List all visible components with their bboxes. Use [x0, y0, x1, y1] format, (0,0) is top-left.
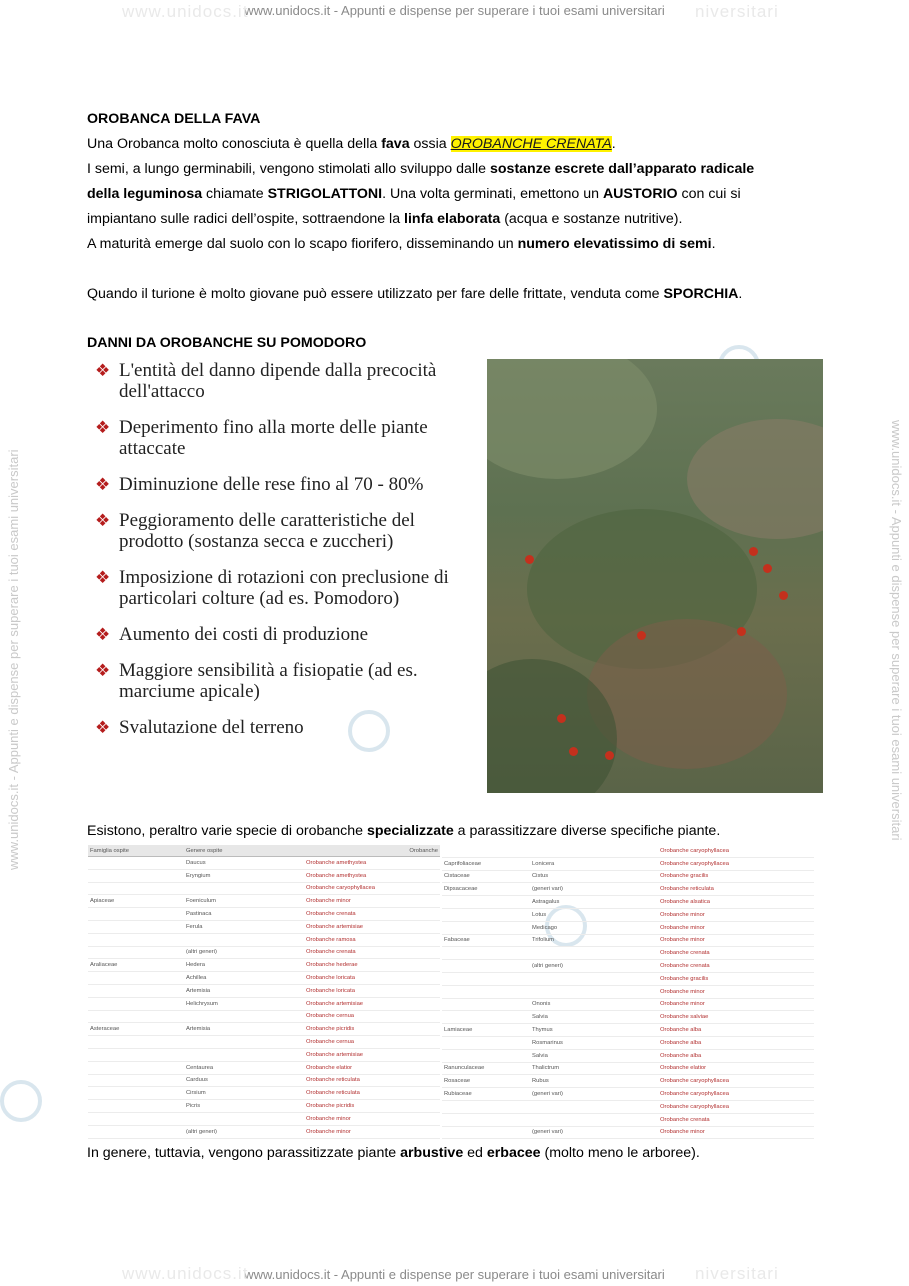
table-row: [88, 946, 440, 959]
host-genus-cell: Lotus: [530, 908, 658, 921]
host-family-cell: Caprifoliaceae: [442, 857, 530, 870]
host-family-cell: [442, 921, 530, 934]
host-family-cell: [88, 984, 184, 997]
paragraph-line: [87, 182, 827, 207]
table-row: [442, 985, 814, 998]
text-run: .: [738, 286, 743, 302]
host-genus-cell: [530, 1100, 658, 1113]
orobanche-species-cell: Orobanche elatior: [304, 1061, 440, 1074]
table-row: [88, 1087, 440, 1100]
section-title-pomodoro: DANNI DA OROBANCHE SU POMODORO: [87, 335, 367, 351]
host-genus-cell: [184, 1010, 304, 1023]
host-genus-cell: [184, 933, 304, 946]
table-row: [442, 1036, 814, 1049]
column-header: Famiglia ospite: [88, 845, 184, 857]
list-item: [95, 567, 475, 609]
table-row: [442, 896, 814, 909]
bold-text: SPORCHIA: [663, 286, 739, 302]
table-row: [88, 1112, 440, 1125]
text-run: ed: [463, 1145, 487, 1161]
photo-patch: [587, 619, 787, 769]
orobanche-species-cell: Orobanche alba: [658, 1049, 814, 1062]
photo-patch: [687, 419, 823, 539]
orobanche-species-cell: Orobanche minor: [658, 934, 814, 947]
host-family-cell: [442, 845, 530, 857]
table-row: [88, 959, 440, 972]
orobanche-species-cell: Orobanche cernua: [304, 1036, 440, 1049]
paragraph-line: [87, 207, 827, 232]
orobanche-species-cell: Orobanche reticulata: [304, 1087, 440, 1100]
host-family-cell: [88, 1061, 184, 1074]
list-item: [95, 660, 475, 702]
table-row: [442, 998, 814, 1011]
orobanche-species-cell: Orobanche minor: [658, 921, 814, 934]
text-run: con cui si: [677, 186, 741, 202]
table-row: [442, 972, 814, 985]
table-row: [88, 1010, 440, 1023]
bold-text: linfa elaborata: [404, 211, 501, 227]
blank-line: [87, 257, 827, 282]
orobanche-species-cell: Orobanche gracilis: [658, 972, 814, 985]
text-run: (molto meno le arboree).: [540, 1145, 700, 1161]
bullet-text: Deperimento fino alla morte delle piante attaccate: [119, 417, 428, 459]
host-family-cell: [88, 1074, 184, 1087]
damage-bullet-list: [95, 360, 475, 753]
host-family-cell: Apiaceae: [88, 895, 184, 908]
orobanche-species-cell: Orobanche minor: [304, 1112, 440, 1125]
orobanche-species-cell: Orobanche alba: [658, 1024, 814, 1037]
orobanche-species-cell: Orobanche reticulata: [304, 1074, 440, 1087]
table-row: [442, 1100, 814, 1113]
orobanche-species-cell: Orobanche loricata: [304, 972, 440, 985]
section-fava: [87, 107, 827, 307]
tomato-fruit: [749, 547, 758, 556]
host-family-cell: Ranunculaceae: [442, 1062, 530, 1075]
bold-text: arbustive: [400, 1145, 464, 1161]
tomato-fruit: [637, 631, 646, 640]
diamond-bullet-icon: ❖: [95, 475, 111, 494]
host-family-cell: [88, 1138, 184, 1139]
text-run: (acqua e sostanze nutritive).: [500, 211, 683, 227]
host-genus-cell: Helichrysum: [184, 997, 304, 1010]
orobanche-species-cell: Orobanche caryophyllacea: [658, 1075, 814, 1088]
host-family-cell: [88, 1010, 184, 1023]
orobanche-species-cell: Orobanche crenata: [658, 1113, 814, 1126]
bullet-text: Maggiore sensibilità a fisiopatie (ad es. marciume apicale): [119, 660, 418, 702]
bold-text: AUSTORIO: [602, 186, 678, 202]
host-family-cell: [442, 1113, 530, 1126]
tomato-fruit: [525, 555, 534, 564]
text-run: In genere, tuttavia, vengono parassitizzate piante: [87, 1145, 401, 1161]
host-family-cell: Asteraceae: [88, 1023, 184, 1036]
host-genus-cell: Achillea: [184, 972, 304, 985]
paragraph-line: [87, 282, 827, 307]
text-run: . Una volta germinati, emettono un: [382, 186, 603, 202]
table-row: [442, 1062, 814, 1075]
host-family-cell: [442, 972, 530, 985]
host-genus-cell: Salvia: [530, 1011, 658, 1024]
host-family-cell: [442, 1100, 530, 1113]
bold-text: numero elevatissimo di semi: [517, 236, 712, 252]
table-header-row: [88, 845, 440, 857]
ghost-watermark-bottom-right: niversitari: [695, 1264, 779, 1283]
table-row: [88, 1138, 440, 1139]
orobanche-species-cell: Orobanche amethystea: [304, 869, 440, 882]
bullet-text: Imposizione di rotazioni con preclusione di particolari colture (ad es. Pomodoro): [119, 567, 449, 609]
orobanche-species-cell: Orobanche reticulata: [658, 883, 814, 896]
host-family-cell: [88, 920, 184, 933]
bullet-text: Svalutazione del terreno: [119, 717, 304, 738]
text-run: I semi, a lungo germinabili, vengono stimolati allo sviluppo dalle: [87, 161, 490, 177]
bullet-text: Aumento dei costi di produzione: [119, 624, 369, 645]
host-family-cell: [88, 1048, 184, 1061]
table-row: [88, 1100, 440, 1113]
host-genus-cell: Centaurea: [184, 1061, 304, 1074]
tomato-fruit: [605, 751, 614, 760]
tomato-fruit: [569, 747, 578, 756]
orobanche-species-cell: Orobanche ramosa: [304, 933, 440, 946]
orobanche-species-cell: Orobanche minor: [658, 1126, 814, 1139]
orobanche-species-cell: Orobanche alba: [658, 1036, 814, 1049]
host-family-cell: [442, 908, 530, 921]
table-row: [88, 882, 440, 895]
bold-text: della leguminosa: [87, 186, 203, 202]
orobanche-species-cell: Orobanche minor: [304, 1125, 440, 1138]
bullet-text: L'entità del danno dipende dalla precocità dell'attacco: [119, 360, 437, 402]
host-genus-cell: [530, 845, 658, 857]
ghost-watermark-top-left: www.unidocs.it: [122, 2, 249, 21]
table-row: [88, 857, 440, 870]
orobanche-species-cell: Orobanche picridis: [304, 1100, 440, 1113]
list-item: [95, 717, 475, 738]
table-row: [88, 1048, 440, 1061]
text-run: ossia: [409, 136, 451, 152]
host-family-cell: [442, 960, 530, 973]
bold-text: erbacee: [486, 1145, 541, 1161]
host-family-cell: [88, 869, 184, 882]
host-family-cell: [88, 997, 184, 1010]
host-genus-cell: [184, 882, 304, 895]
orobanche-species-cell: Orobanche minor: [658, 985, 814, 998]
bold-text: specializzate: [366, 823, 454, 839]
diamond-bullet-icon: ❖: [95, 511, 111, 530]
orobanche-species-cell: Orobanche cernua: [304, 1010, 440, 1023]
table-left: [88, 845, 440, 1139]
host-family-cell: [442, 896, 530, 909]
orobanche-species-cell: Orobanche crenata: [304, 908, 440, 921]
host-genus-cell: Thymus: [530, 1024, 658, 1037]
orobanche-species-cell: Orobanche gracilis: [658, 870, 814, 883]
text-run: chiamate: [202, 186, 268, 202]
host-genus-cell: Lonicera: [530, 857, 658, 870]
host-family-cell: Cistaceae: [442, 870, 530, 883]
host-family-cell: [88, 1100, 184, 1113]
table-row: [442, 908, 814, 921]
host-family-cell: Dipsacaceae: [442, 883, 530, 896]
footer-watermark: www.unidocs.it - Appunti e dispense per superare i tuoi esami universitari: [244, 1267, 665, 1282]
host-genus-cell: Rubus: [530, 1075, 658, 1088]
text-run: Una Orobanca molto conosciuta è quella della: [87, 136, 382, 152]
host-genus-cell: Medicago: [530, 921, 658, 934]
host-family-cell: [88, 972, 184, 985]
host-genus-cell: (altri generi): [530, 960, 658, 973]
table-row: [442, 883, 814, 896]
host-family-cell: Rosaceae: [442, 1075, 530, 1088]
host-genus-cell: Eryngium: [184, 869, 304, 882]
host-family-cell: [88, 1112, 184, 1125]
orobanche-species-cell: Orobanche salviae: [658, 1011, 814, 1024]
orobanche-species-cell: Orobanche minor: [304, 895, 440, 908]
diamond-bullet-icon: ❖: [95, 418, 111, 437]
bold-text: STRIGOLATTONI: [267, 186, 383, 202]
orobanche-species-cell: Orobanche minor: [658, 908, 814, 921]
table-row: [88, 895, 440, 908]
host-genus-cell: [530, 947, 658, 960]
host-family-cell: Fabaceae: [442, 934, 530, 947]
list-item: [95, 510, 475, 552]
table-row: [88, 908, 440, 921]
host-genus-cell: [530, 985, 658, 998]
host-family-cell: Rubiaceae: [442, 1088, 530, 1101]
table-row: [88, 869, 440, 882]
host-genus-cell: (altri generi): [184, 946, 304, 959]
table-row: [88, 997, 440, 1010]
paragraph-line: [87, 1141, 827, 1166]
orobanche-species-cell: [304, 1138, 440, 1139]
host-genus-cell: [530, 1113, 658, 1126]
table-row: [442, 921, 814, 934]
host-family-cell: [442, 1049, 530, 1062]
paragraph-line: [87, 819, 827, 844]
host-genus-cell: Picris: [184, 1100, 304, 1113]
host-genus-cell: Pastinaca: [184, 908, 304, 921]
orobanche-species-cell: Orobanche crenata: [658, 947, 814, 960]
host-genus-cell: Ononis: [530, 998, 658, 1011]
table-row: [88, 933, 440, 946]
orobanche-species-cell: Orobanche crenata: [304, 946, 440, 959]
host-family-cell: [442, 998, 530, 1011]
host-genus-cell: [184, 1048, 304, 1061]
text-run: impiantano sulle radici dell’ospite, sottraendone la: [87, 211, 405, 227]
host-family-cell: Araliaceae: [88, 959, 184, 972]
host-family-cell: [88, 1036, 184, 1049]
host-family-cell: [88, 933, 184, 946]
table-row: [442, 1049, 814, 1062]
host-family-cell: [88, 1125, 184, 1138]
host-genus-cell: (altri generi): [184, 1125, 304, 1138]
table-row: [88, 920, 440, 933]
host-family-cell: [88, 908, 184, 921]
host-genus-cell: [530, 972, 658, 985]
table-row: [442, 845, 814, 857]
host-family-cell: [442, 947, 530, 960]
orobanche-species-cell: Orobanche caryophyllacea: [658, 845, 814, 857]
section-conclusione: [87, 1141, 827, 1166]
text-run: a parassitizzare diverse specifiche piante.: [453, 823, 721, 839]
bold-text: sostanze escrete dall’apparato radicale: [490, 161, 755, 177]
bold-text: fava: [381, 136, 410, 152]
paragraph-line: [87, 132, 827, 157]
header-watermark: www.unidocs.it - Appunti e dispense per superare i tuoi esami universitari: [244, 3, 665, 18]
table-row: [88, 1074, 440, 1087]
host-family-cell: [442, 1036, 530, 1049]
table-row: [442, 1075, 814, 1088]
table-row: [442, 1113, 814, 1126]
paragraph-line: [87, 157, 827, 182]
host-family-cell: [442, 1126, 530, 1139]
host-genus-cell: Rosmarinus: [530, 1036, 658, 1049]
host-genus-cell: Trifolium: [530, 934, 658, 947]
host-genus-cell: Artemisia: [184, 1023, 304, 1036]
text-run: A maturità emerge dal suolo con lo scapo fiorifero, disseminando un: [87, 236, 518, 252]
paragraph-line: [87, 232, 827, 257]
host-family-cell: Lamiaceae: [442, 1024, 530, 1037]
table-row: [88, 984, 440, 997]
list-item: [95, 360, 475, 402]
host-genus-cell: Salvia: [530, 1049, 658, 1062]
host-genus-cell: Thalictrum: [530, 1062, 658, 1075]
tomato-fruit: [763, 564, 772, 573]
table-row: [442, 947, 814, 960]
orobanche-species-cell: Orobanche hederae: [304, 959, 440, 972]
host-genus-cell: Ferula: [184, 920, 304, 933]
table-row: [442, 1011, 814, 1024]
host-genus-cell: [184, 1138, 304, 1139]
table-row: [88, 1036, 440, 1049]
host-genus-cell: Hedera: [184, 959, 304, 972]
host-genus-cell: Astragalus: [530, 896, 658, 909]
table-row: [88, 1023, 440, 1036]
host-genus-cell: (generi vari): [530, 1126, 658, 1139]
table-row: [442, 1126, 814, 1139]
orobanche-species-cell: Orobanche loricata: [304, 984, 440, 997]
table-row: [88, 1125, 440, 1138]
text-run: Quando il turione è molto giovane può essere utilizzato per fare delle frittate, venduta come: [87, 286, 664, 302]
host-family-cell: [88, 1087, 184, 1100]
list-item: [95, 624, 475, 645]
section-title-fava: OROBANCA DELLA FAVA: [87, 111, 261, 127]
diamond-bullet-icon: ❖: [95, 568, 111, 587]
host-genus-cell: (generi vari): [530, 1088, 658, 1101]
host-family-cell: [88, 857, 184, 870]
table-row: [442, 934, 814, 947]
orobanche-species-cell: Orobanche caryophyllacea: [658, 1100, 814, 1113]
list-item: [95, 417, 475, 459]
diamond-bullet-icon: ❖: [95, 625, 111, 644]
section-pomodoro: [87, 331, 827, 356]
column-header: Orobanche: [304, 845, 440, 857]
text-run: .: [611, 136, 616, 152]
diamond-bullet-icon: ❖: [95, 718, 111, 737]
table-row: [442, 1088, 814, 1101]
table-right: [442, 845, 814, 1139]
host-genus-cell: Cistus: [530, 870, 658, 883]
side-watermark-left: www.unidocs.it - Appunti e dispense per superare i tuoi esami universitari: [6, 449, 21, 870]
host-genus-cell: [184, 1036, 304, 1049]
host-genus-cell: Foeniculum: [184, 895, 304, 908]
orobanche-species-cell: Orobanche artemisiae: [304, 1048, 440, 1061]
ghost-watermark-top-right: niversitari: [695, 2, 779, 21]
orobanche-species-cell: Orobanche amethystea: [304, 857, 440, 870]
bullet-text: Diminuzione delle rese fino al 70 - 80%: [119, 474, 424, 495]
photo-patch: [487, 359, 657, 479]
table-row: [88, 1061, 440, 1074]
text-run: .: [711, 236, 716, 252]
orobanche-species-cell: Orobanche elatior: [658, 1062, 814, 1075]
side-watermark-right: www.unidocs.it - Appunti e dispense per superare i tuoi esami universitari: [889, 420, 904, 841]
section-specializzate: [87, 819, 827, 844]
table-row: [442, 1024, 814, 1037]
table-row: [442, 960, 814, 973]
orobanche-species-cell: Orobanche alsatica: [658, 896, 814, 909]
bullet-text: Peggioramento delle caratteristiche del prodotto (sostanza secca e zuccheri): [119, 510, 415, 552]
host-genus-cell: Carduus: [184, 1074, 304, 1087]
host-family-cell: [88, 882, 184, 895]
orobanche-species-cell: Orobanche artemisiae: [304, 920, 440, 933]
host-family-cell: [442, 985, 530, 998]
host-family-cell: [88, 946, 184, 959]
ghost-watermark-bottom-left: www.unidocs.it: [122, 1264, 249, 1283]
orobanche-species-cell: Orobanche minor: [658, 998, 814, 1011]
orobanche-species-cell: Orobanche crenata: [658, 960, 814, 973]
tomato-fruit: [779, 591, 788, 600]
list-item: [95, 474, 475, 495]
tomato-fruit: [737, 627, 746, 636]
diamond-bullet-icon: ❖: [95, 661, 111, 680]
tomato-fruit: [557, 714, 566, 723]
diamond-bullet-icon: ❖: [95, 361, 111, 380]
watermark-logo-icon: [0, 1080, 42, 1122]
orobanche-species-cell: Orobanche picridis: [304, 1023, 440, 1036]
table-row: [442, 870, 814, 883]
table-row: [442, 857, 814, 870]
host-genus-cell: Daucus: [184, 857, 304, 870]
orobanche-species-cell: Orobanche caryophyllacea: [304, 882, 440, 895]
tomato-field-photo: [487, 359, 823, 793]
host-genus-cell: (generi vari): [530, 883, 658, 896]
host-genus-cell: [184, 1112, 304, 1125]
host-genus-cell: Cirsium: [184, 1087, 304, 1100]
column-header: Genere ospite: [184, 845, 304, 857]
highlighted-species: OROBANCHE CRENATA: [450, 136, 612, 152]
orobanche-species-cell: Orobanche caryophyllacea: [658, 857, 814, 870]
host-genus-cell: Artemisia: [184, 984, 304, 997]
orobanche-species-cell: Orobanche artemisiae: [304, 997, 440, 1010]
host-species-table: [88, 845, 814, 1139]
table-row: [88, 972, 440, 985]
text-run: Esistono, peraltro varie specie di orobanche: [87, 823, 367, 839]
orobanche-species-cell: Orobanche caryophyllacea: [658, 1088, 814, 1101]
host-family-cell: [442, 1011, 530, 1024]
